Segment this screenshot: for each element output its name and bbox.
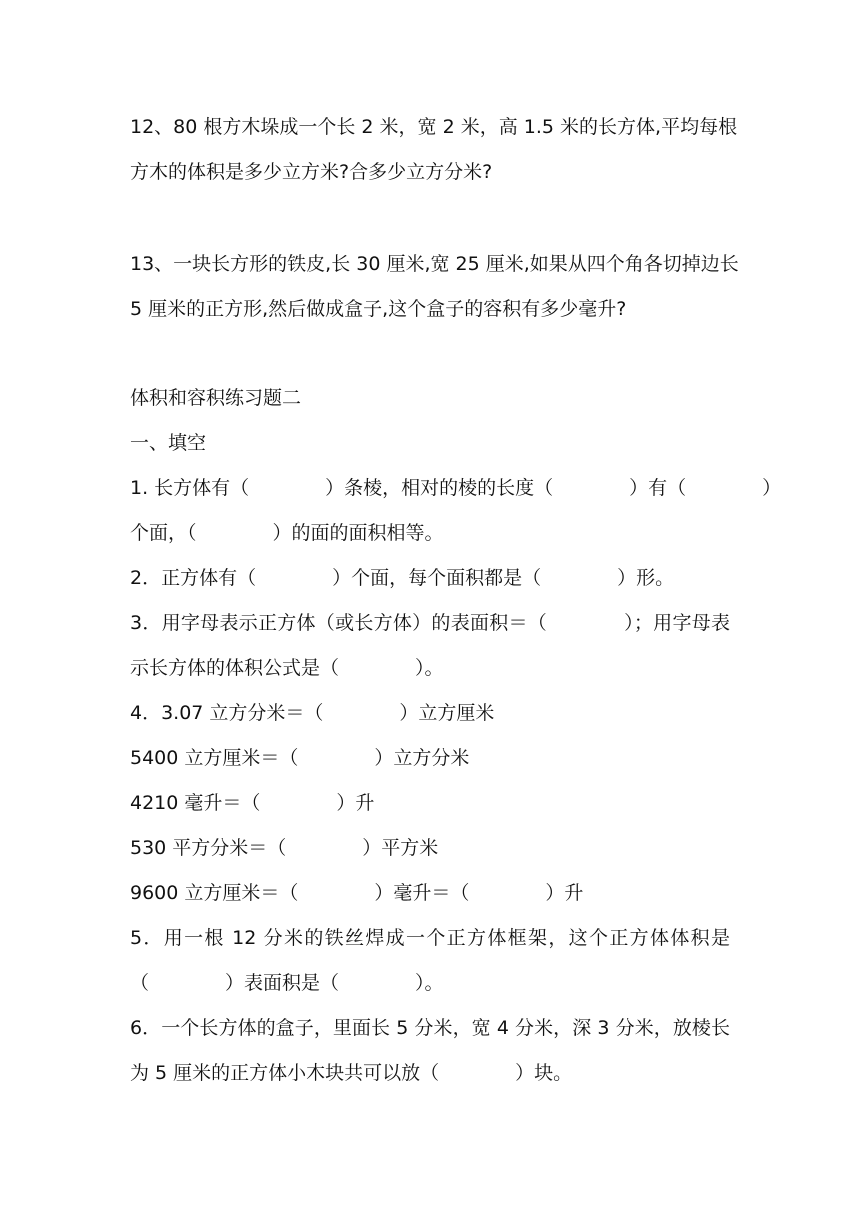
- question-1-line-1: 1. 长方体有（ ）条棱，相对的棱的长度（ ）有（ ）: [130, 477, 782, 499]
- question-1-line-2: 个面，（ ）的面的面积相等。: [130, 522, 444, 544]
- problem-12-line-2: 方木的体积是多少立方米?合多少立方分米?: [130, 161, 493, 183]
- question-4-b: 5400 立方厘米＝（ ）立方分米: [130, 747, 470, 769]
- question-6-line-2: 为 5 厘米的正方体小木块共可以放（ ）块。: [130, 1062, 573, 1084]
- question-4-e: 9600 立方厘米＝（ ）毫升＝（ ）升: [130, 882, 584, 904]
- question-5-line-2: （ ）表面积是（ ）。: [130, 972, 444, 994]
- problem-12-line-1: 12、80 根方木垛成一个长 2 米，宽 2 米，高 1.5 米的长方体,平均每根: [130, 116, 738, 138]
- question-2: 2．正方体有（ ）个面，每个面积都是（ ）形。: [130, 567, 675, 589]
- part-title: 一、填空: [130, 432, 207, 454]
- question-5-line-1: 5．用一根 12 分米的铁丝焊成一个正方体框架，这个正方体体积是: [130, 927, 730, 949]
- question-3-line-2: 示长方体的体积公式是（ ）。: [130, 657, 444, 679]
- question-3-line-1: 3．用字母表示正方体（或长方体）的表面积＝（ ）；用字母表: [130, 612, 730, 634]
- problem-13-line-1: 13、一块长方形的铁皮,长 30 厘米,宽 25 厘米,如果从四个角各切掉边长: [130, 253, 739, 275]
- question-4-a: 4．3.07 立方分米＝（ ）立方厘米: [130, 702, 495, 724]
- question-4-c: 4210 毫升＝（ ）升: [130, 792, 375, 814]
- question-6-line-1: 6．一个长方体的盒子，里面长 5 分米，宽 4 分米，深 3 分米，放棱长: [130, 1017, 730, 1039]
- question-4-d: 530 平方分米＝（ ）平方米: [130, 837, 439, 859]
- problem-13-line-2: 5 厘米的正方形,然后做成盒子,这个盒子的容积有多少毫升?: [130, 298, 627, 320]
- section-title: 体积和容积练习题二: [130, 387, 302, 409]
